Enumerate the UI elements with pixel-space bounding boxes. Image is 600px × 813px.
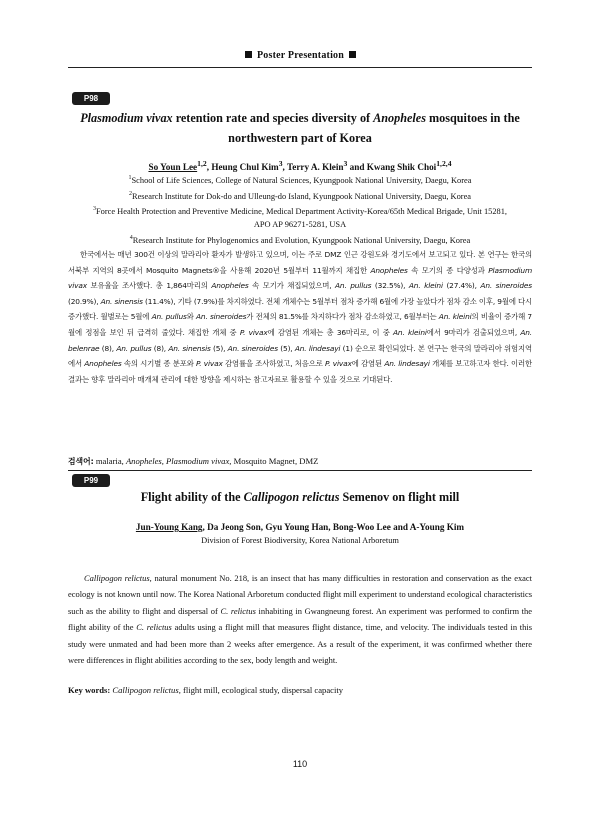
header-rule — [68, 67, 532, 68]
keyword-text: , flight mill, ecological study, dispersal capacity — [178, 685, 344, 695]
author-name: and Kwang Shik Choi — [347, 162, 437, 173]
species-name: An. lindesayi — [294, 343, 341, 353]
affiliation-mark: 3 — [343, 159, 348, 168]
affiliation-line — [68, 203, 532, 219]
affiliation-line — [68, 535, 532, 548]
abstract-korean — [68, 247, 532, 387]
abstract-text: 속 모기의 종 다양성과 — [407, 265, 489, 275]
affiliation-line — [68, 232, 532, 248]
species-name: An. sinensis — [100, 296, 143, 306]
affiliation-line — [68, 172, 532, 188]
keyword-italic: Callipogon relictus — [112, 685, 179, 695]
abstract-text: adults using a flight mill that measures flight distance, time, and velocity. The individuals tested in this study were unmated and had been more than 2 weeks after emergence. As a result of the experiment, it was confirmed whether there were differences in flight abilities according to the sex, body length and weight. — [68, 622, 532, 666]
abstract-text: 에 감염된 — [351, 359, 385, 369]
author-name: , Terry A. Klein — [282, 162, 344, 173]
affiliation-text: Division of Forest Biodiversity, Korea National Arboretum — [201, 536, 399, 545]
abstract-text: (11.4%), 기타 (7.9%)를 차지하였다. 전체 개체수는 5월부터 점차 증가해 6월에 가장 높았다가 점차 감소 이후, 9월에 다시 증가했다. 월별로는 5월에 — [68, 296, 532, 322]
species-name: An. sineroides — [196, 312, 247, 322]
species-name: Callipogon relictus — [84, 573, 150, 583]
affiliation-list — [68, 172, 532, 247]
section-header-text: Poster Presentation — [256, 50, 345, 61]
keyword-text: malaria, — [93, 456, 126, 466]
abstract-text: (8), — [99, 343, 117, 353]
abstract-text: (8), — [151, 343, 169, 353]
keywords-english — [68, 684, 532, 697]
affiliation-text: Research Institute for Phylogenomics and Evolution, Kyungpook National University, Daegu, Korea — [132, 235, 471, 245]
title-text: retention rate and species diversity of — [172, 111, 374, 125]
affiliation-text: Force Health Protection and Preventive Medicine, Medical Department Activity-Korea/65th Medical Brigade, Unit 15281, — [96, 206, 507, 216]
section-header — [68, 50, 533, 61]
affiliation-mark: 3 — [278, 159, 283, 168]
abstract-text: (32.5%), — [371, 281, 409, 291]
abstract-text: inhabiting in Gwangneung forest. An experiment was performed to confirm the flight ability of the — [68, 605, 532, 633]
presenting-author: So Youn Lee — [148, 162, 198, 173]
page-number: 110 — [292, 759, 308, 769]
author-list — [68, 521, 532, 534]
section-divider — [68, 470, 532, 471]
species-name: An. sineroides — [480, 281, 532, 291]
presenting-author: Jun-Young Kang — [135, 522, 203, 532]
abstract-text: (5), — [210, 343, 228, 353]
affiliation-mark: 1,2 — [197, 159, 207, 168]
title-text: northwestern part of Korea — [228, 131, 372, 145]
square-bullet-icon — [245, 51, 252, 58]
abstract-text: (1) 순으로 확인되었다. 본 연구는 한국의 말라리아 위험지역에서 — [68, 343, 533, 369]
poster-label: P98 — [72, 92, 110, 105]
species-name: An. sineroides — [227, 343, 278, 353]
affiliation-text: School of Life Sciences, College of Natural Sciences, Kyungpook National University, Daegu, Korea — [131, 175, 472, 185]
species-name: An. sinensis — [168, 343, 211, 353]
species-name: An. belenrae — [68, 327, 532, 353]
species-name: An. kleini — [393, 327, 427, 337]
species-name: An. pullus — [151, 312, 187, 322]
title-italic: Callipogon relictus — [243, 490, 340, 504]
affiliation-number: 1 — [128, 175, 132, 181]
affiliation-line — [68, 188, 532, 204]
author-name: , Da Jeong Son, Gyu Young Han, Bong-Woo Lee and A-Young Kim — [202, 522, 465, 532]
species-name: Anopheles — [211, 281, 249, 291]
keyword-italic: Anopheles — [125, 456, 162, 466]
species-name: An. pullus — [335, 281, 372, 291]
species-name: Anopheles — [370, 265, 408, 275]
abstract-text: 가 전체의 81.5%를 차지하다가 점차 감소하였고, 6월부터는 — [246, 312, 439, 322]
poster-title — [68, 487, 532, 507]
species-name: An. kleini — [408, 281, 443, 291]
species-name: Plasmodium vivax — [68, 265, 532, 291]
affiliation-number: 4 — [129, 234, 133, 241]
affiliation-text: APO AP 96271-5281, USA — [253, 219, 347, 229]
abstract-text: 의 비율이 증가해 7월에 정점을 보인 뒤 급격히 줄었다. 채집한 개체 중 — [68, 312, 532, 337]
species-name: An. lindesayi — [384, 359, 430, 369]
abstract-text: 한국에서는 매년 300건 이상의 말라리아 환자가 발생하고 있으며, 이는 주로 DMZ 인근 강원도와 경기도에서 보고되고 있다. 본 연구는 한국의 서북부 지역의 8곳에서 Mosquito Magnets®을 사용해 2020년 5월부터 11월까지 채집한 — [68, 250, 532, 275]
keywords-label: 검색어: — [68, 457, 94, 466]
poster-label: P99 — [72, 474, 110, 487]
affiliation-number: 2 — [128, 190, 132, 197]
title-text: mosquitoes in the — [425, 111, 520, 125]
affiliation-text: Research Institute for Dok-do and Ulleung-do Island, Kyungpook National University, Daegu, Korea — [131, 191, 472, 201]
affiliation-line — [68, 219, 532, 232]
title-text: Flight ability of the — [140, 490, 244, 504]
species-name: P. vivax — [325, 359, 352, 369]
keywords-label: Key words: — [68, 685, 111, 695]
species-name: An. kleini — [438, 312, 472, 322]
affiliation-mark: 1,2,4 — [436, 159, 452, 168]
keyword-italic: Plasmodium vivax — [166, 456, 230, 466]
title-italic: Anopheles — [373, 111, 426, 125]
keywords-korean — [68, 455, 532, 468]
species-name: C. relictus — [136, 622, 172, 633]
abstract-text: (27.4%), — [442, 281, 481, 291]
author-name: , Heung Chul Kim — [206, 162, 279, 173]
abstract-text: 속 모기가 채집되었으며, — [248, 281, 335, 291]
abstract-text: 감염률을 조사하였고, 처음으로 — [222, 359, 326, 369]
species-name: Anopheles — [84, 359, 122, 369]
keyword-text: , — [161, 456, 167, 466]
abstract-text: 에 감염된 개체는 총 36마리로, 이 중 — [267, 327, 394, 337]
abstract-text: 속의 시기별 종 분포와 — [121, 359, 196, 369]
poster-title — [68, 108, 532, 148]
abstract-text: 보유율을 조사했다. 총 1,864마리의 — [86, 281, 212, 291]
abstract-text: , natural monument No. 218, is an insect that has many difficulties in restoration and conservation as the exact ecology is not known until now. The Korea National Arboretum conducted flight mill experiment to understand ecological characteristics such as the ability to flight and dispersal of — [68, 573, 533, 616]
abstract-text: 에서 9마리가 검출되었으며, — [426, 327, 521, 337]
title-italic: Plasmodium vivax — [80, 111, 173, 125]
title-text: Semenov on flight mill — [339, 490, 460, 504]
abstract-text: 와 — [186, 312, 196, 322]
species-name: C. relictus — [220, 605, 256, 616]
abstract-text: (20.9%), — [68, 296, 101, 306]
species-name: An. pullus — [116, 343, 152, 353]
species-name: P. vivax — [239, 327, 268, 337]
species-name: P. vivax — [196, 359, 223, 369]
abstract-text: 개체를 보고하고자 한다. 이러한 결과는 향후 말라리아 매개체 관리에 대한 방향을 제시하는 참고자료로 활용할 수 있을 것으로 기대된다. — [68, 359, 533, 384]
keyword-text: , Mosquito Magnet, DMZ — [229, 456, 319, 466]
abstract-english — [68, 570, 532, 668]
affiliation-number: 3 — [93, 206, 97, 213]
abstract-text: (5), — [277, 343, 295, 353]
square-bullet-icon — [349, 51, 356, 58]
